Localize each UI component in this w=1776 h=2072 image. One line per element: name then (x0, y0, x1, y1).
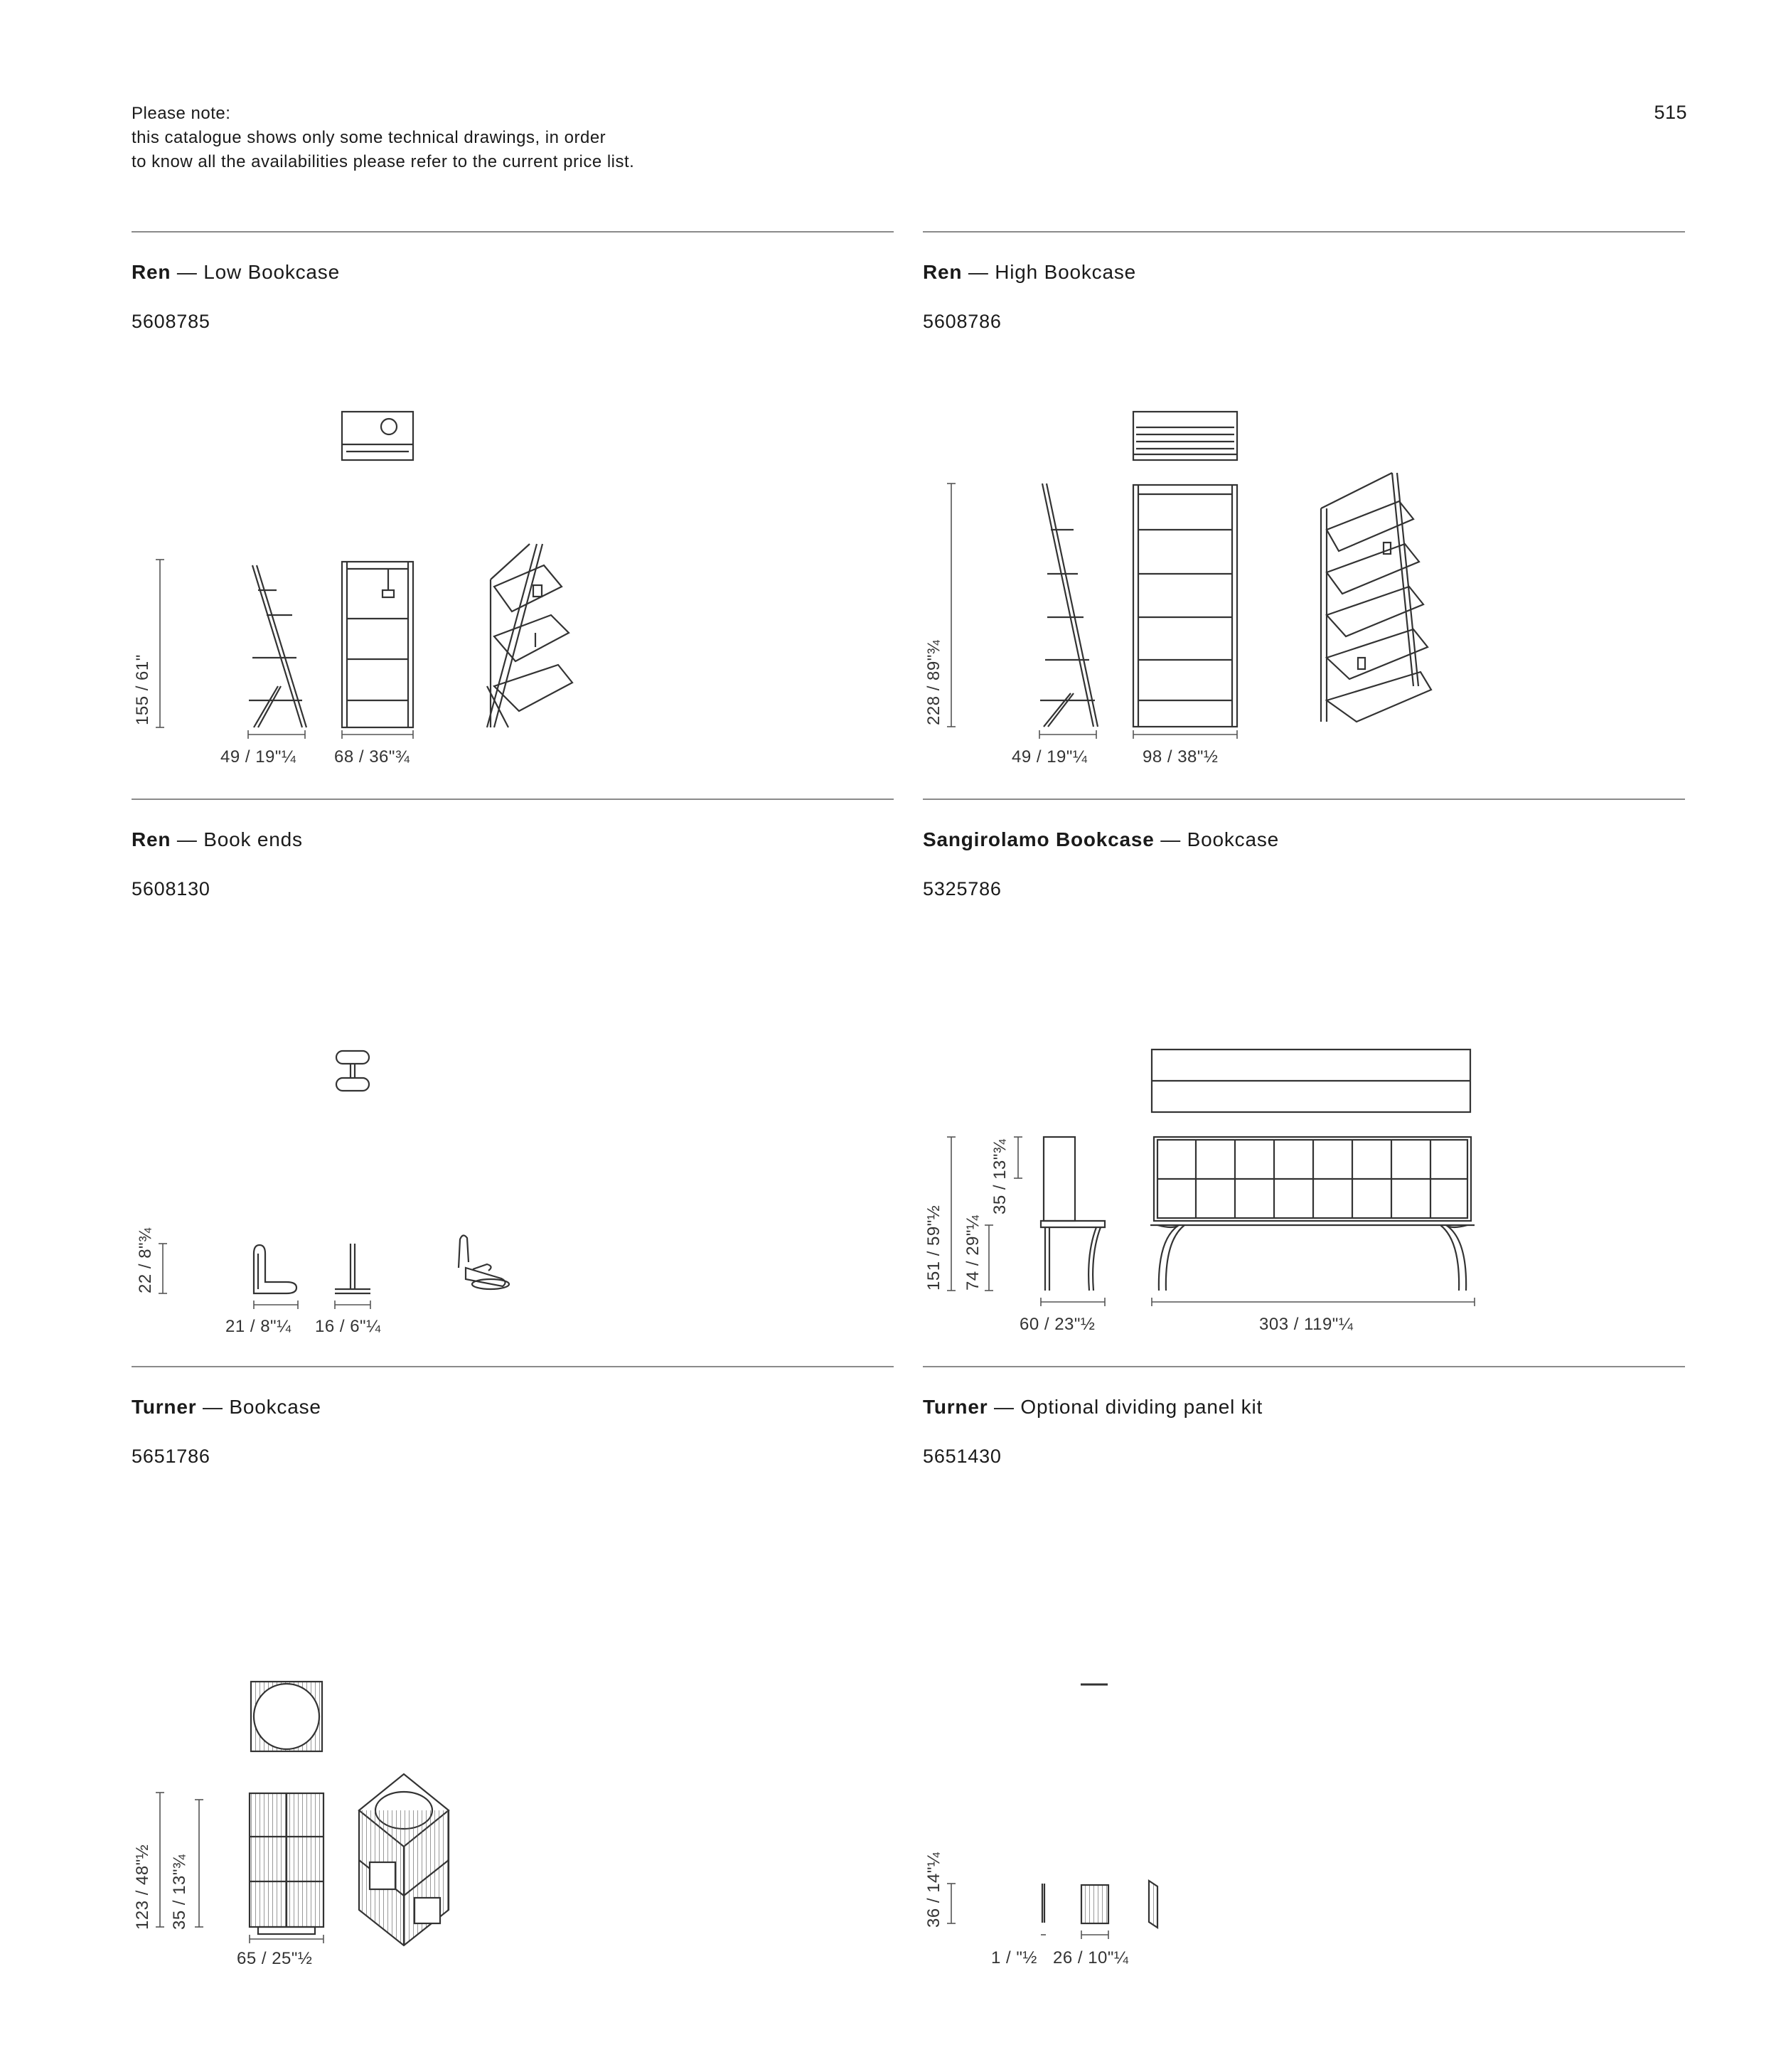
perspective-view (359, 1774, 449, 1945)
seat-dimension: 74 / 29"¼ (963, 1214, 983, 1291)
width-dimension: 303 / 119"¼ (1259, 1315, 1354, 1334)
width-dimension: 16 / 6"¼ (315, 1317, 381, 1336)
top-view (251, 1682, 322, 1751)
title-separator: — (988, 1396, 1021, 1418)
product-code: 5608786 (923, 311, 1002, 332)
front-view (1133, 485, 1237, 727)
note-line: Please note: (132, 104, 231, 123)
technical-drawing (132, 231, 894, 800)
depth-dimension: 49 / 19"¼ (1012, 747, 1088, 767)
depth-dimension: 60 / 23"½ (1020, 1315, 1096, 1334)
product-sangirolamo-bookcase (923, 799, 1685, 1367)
top-view (1152, 1050, 1470, 1112)
side-view (249, 565, 306, 727)
product-code: 5651786 (132, 1446, 210, 1467)
width-dimension: 98 / 38"½ (1143, 747, 1219, 767)
product-type: Book ends (203, 828, 303, 850)
product-name: Ren (132, 828, 171, 850)
depth-dimension: 49 / 19"¼ (220, 747, 296, 767)
top-view (336, 1051, 369, 1091)
product-type: Bookcase (229, 1396, 321, 1418)
height-dimension: 151 / 59"½ (924, 1205, 943, 1291)
product-type: Bookcase (1187, 828, 1279, 850)
module-dimension: 35 / 13"¾ (170, 1854, 189, 1930)
title-separator: — (196, 1396, 230, 1418)
side-view (1041, 1137, 1105, 1291)
front-view (250, 1793, 323, 1934)
note-line: this catalogue shows only some technical drawings, in order (132, 128, 606, 147)
width-dimension: 68 / 36"¾ (334, 747, 410, 767)
perspective-view (1149, 1881, 1157, 1928)
product-code: 5608130 (132, 878, 210, 899)
title-separator: — (962, 261, 995, 283)
product-name: Ren (923, 261, 963, 283)
product-ren-book-ends (132, 799, 894, 1367)
product-turner-bookcase (132, 1366, 894, 1968)
front-view (1081, 1885, 1108, 1923)
front-view (342, 562, 413, 727)
technical-drawing (923, 231, 1685, 800)
product-ren-high-bookcase (923, 231, 1685, 800)
side-view (1042, 1884, 1044, 1923)
top-view (1133, 412, 1237, 460)
product-code: 5608785 (132, 311, 210, 332)
product-turner-dividing-panel-kit (923, 1366, 1685, 1967)
top-view (342, 412, 413, 460)
height-dimension: 22 / 8"¾ (136, 1227, 155, 1293)
product-code: 5651430 (923, 1446, 1002, 1467)
product-code: 5325786 (923, 878, 1002, 899)
title-separator: — (171, 828, 204, 850)
title-separator: — (171, 261, 204, 283)
technical-drawing (132, 799, 894, 1367)
back-dimension: 35 / 13"¾ (990, 1138, 1010, 1214)
front-view (1150, 1137, 1475, 1291)
product-name: Turner (132, 1396, 197, 1418)
catalogue-note (132, 102, 634, 174)
perspective-view (1321, 473, 1431, 722)
technical-drawing (923, 1366, 1685, 1967)
page-number: 515 (1654, 102, 1687, 123)
technical-drawing (132, 1366, 894, 1968)
height-dimension: 228 / 89"¾ (924, 639, 943, 725)
technical-drawing (923, 799, 1685, 1367)
side-view (254, 1245, 296, 1293)
product-type: Low Bookcase (203, 261, 340, 283)
height-dimension: 155 / 61" (133, 654, 152, 725)
product-ren-low-bookcase (132, 231, 894, 800)
title-separator: — (1154, 828, 1187, 850)
product-type: Optional dividing panel kit (1020, 1396, 1263, 1418)
width-dimension: 65 / 25"½ (237, 1949, 313, 1968)
product-type: High Bookcase (995, 261, 1136, 283)
perspective-view (487, 544, 572, 727)
product-name: Turner (923, 1396, 988, 1418)
thickness-dimension: 1 / "½ (991, 1948, 1037, 1967)
side-view (1040, 484, 1098, 727)
front-view (335, 1244, 370, 1293)
product-name: Ren (132, 261, 171, 283)
depth-dimension: 21 / 8"¼ (225, 1317, 291, 1336)
note-line: to know all the availabilities please refer to the current price list. (132, 152, 635, 171)
height-dimension: 36 / 14"¼ (924, 1852, 943, 1928)
perspective-view (459, 1235, 509, 1289)
height-dimension: 123 / 48"½ (133, 1844, 152, 1930)
product-name: Sangirolamo Bookcase (923, 828, 1155, 850)
width-dimension: 26 / 10"¼ (1053, 1948, 1129, 1967)
